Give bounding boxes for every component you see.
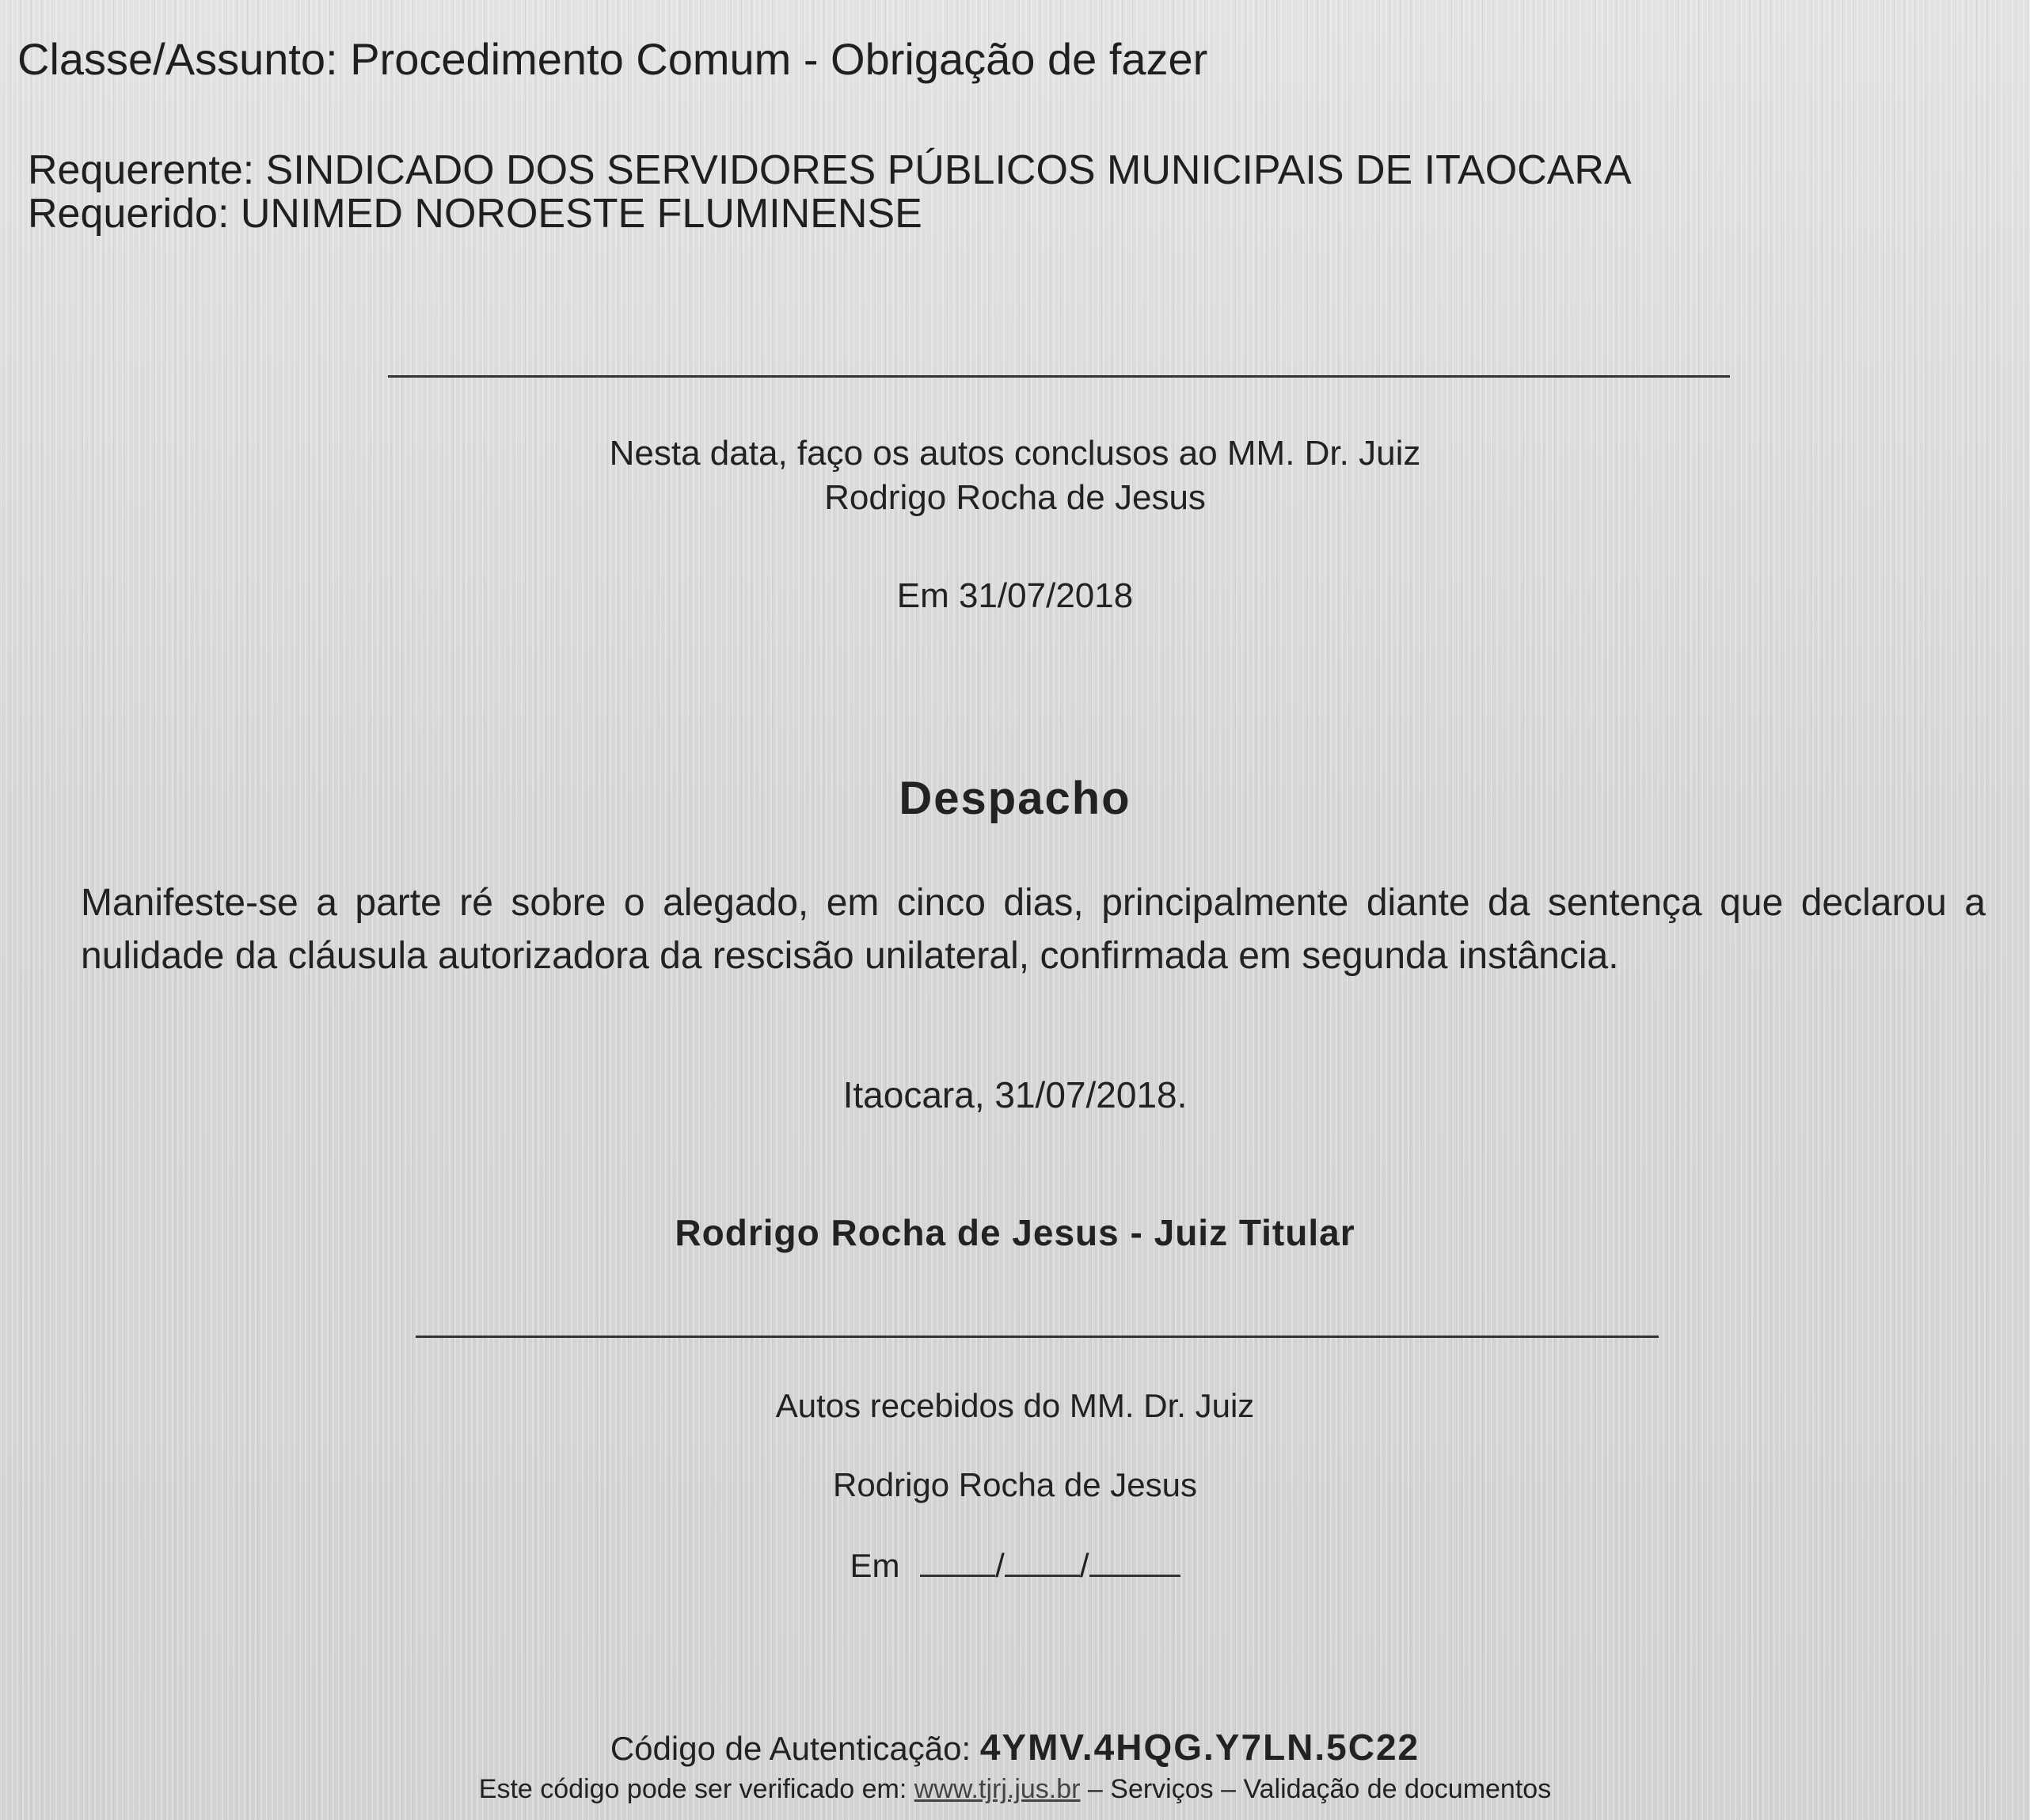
date-separator: / (1079, 1547, 1089, 1584)
auth-code: 4YMV.4HQG.Y7LN.5C22 (979, 1727, 1420, 1768)
auth-code-label: Código de Autenticação: (610, 1730, 971, 1767)
date-separator: / (995, 1547, 1005, 1584)
recebimento-date-field (0, 1547, 2030, 1585)
verify-suffix: – Serviços – Validação de documentos (1087, 1774, 1552, 1804)
recebimento-date-label: Em (850, 1547, 900, 1584)
blank-month (1005, 1549, 1080, 1577)
separator-line-bottom (416, 1336, 1659, 1338)
blank-year (1089, 1549, 1180, 1577)
classe-assunto: Classe/Assunto: Procedimento Comum - Obrigação de fazer (17, 34, 1208, 84)
conclusao-date: Em 31/07/2018 (896, 576, 1134, 615)
conclusao-judge-name: Rodrigo Rocha de Jesus (824, 478, 1206, 517)
auth-code-line (0, 1726, 2030, 1769)
requerido: Requerido: UNIMED NOROESTE FLUMINENSE (28, 191, 922, 237)
judge-signature: Rodrigo Rocha de Jesus - Juiz Titular (675, 1212, 1355, 1253)
separator-line-top (388, 375, 1730, 378)
verify-link[interactable]: www.tjrj.jus.br (914, 1774, 1081, 1804)
recebimento-judge-name: Rodrigo Rocha de Jesus (833, 1466, 1197, 1503)
requerente: Requerente: SINDICADO DOS SERVIDORES PÚBLICOS MUNICIPAIS DE ITAOCARA (28, 147, 1632, 193)
verification-line (0, 1774, 2030, 1805)
blank-day (920, 1549, 995, 1577)
place-and-date: Itaocara, 31/07/2018. (842, 1074, 1188, 1115)
conclusao-line-1: Nesta data, faço os autos conclusos ao MM. Dr. Juiz (609, 434, 1421, 473)
verify-prefix: Este código pode ser verificado em: (478, 1774, 907, 1804)
recebimento-line-1: Autos recebidos do MM. Dr. Juiz (775, 1387, 1255, 1424)
despacho-title: Despacho (899, 773, 1131, 824)
despacho-text: Manifeste-se a parte ré sobre o alegado, em cinco dias, principalmente diante da sentença que declarou a nulidade da cláusula autorizadora da rescisão unilateral, confirmada em segunda instância. (81, 882, 1986, 977)
